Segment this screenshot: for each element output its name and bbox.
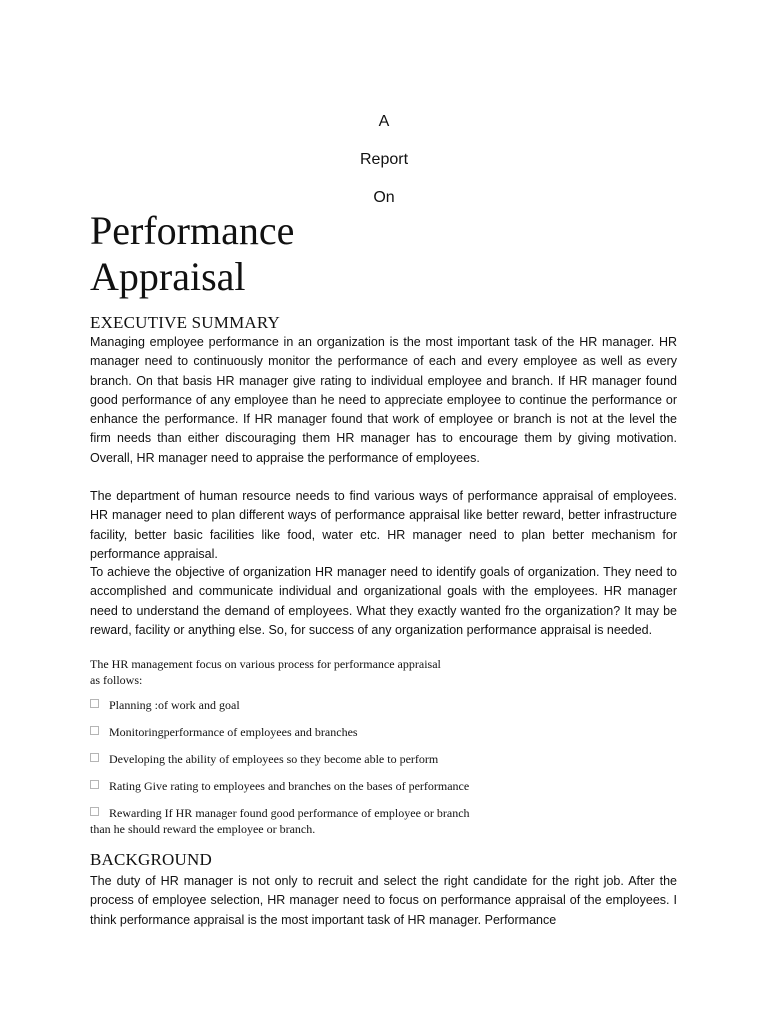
bullet-box-icon — [90, 807, 99, 816]
executive-summary-paragraph-3: To achieve the objective of organization HR manager need to identify goals of organization. They need to accomplished and communicate individual and organizational goals with the employees. HR manager need to understand the demand of employees. What they exactly wanted fro the organization? It may be reward, facility or anything else. So, for success of any organization performance appraisal is needed. — [90, 565, 677, 637]
executive-summary-paragraph-1: Managing employee performance in an organization is the most important task of the HR manager. HR manager need to continuously monitor the performance of each and every employee as well as every branch. On that basis HR manager give rating to individual employee and branch. If HR manager found good performance of any employee than he need to appreciate employee to continue the performance or enhance the performance. If HR manager found that work of employee or branch is not at the level the firm needs than either discouraging them HR manager has to encourage them by giving motivation. Overall, HR manager need to appraise the performance of employees. — [90, 335, 677, 465]
document-title-line1: Performance — [90, 208, 295, 253]
cover-line-a: A — [378, 113, 390, 130]
list-item — [90, 805, 470, 821]
list-item-text: Monitoringperformance of employees and branches — [109, 725, 358, 739]
list-item — [90, 778, 469, 794]
process-intro-line-1: The HR management focus on various process for performance appraisal — [90, 657, 441, 671]
executive-summary-paragraph-2: The department of human resource needs to find various ways of performance appraisal of employees. HR manager need to plan different ways of performance appraisal like better reward, better infrastructure facility, better basic facilities like food, water etc. HR manager need to plan better mechanism for performance appraisal. — [90, 489, 677, 561]
list-item — [90, 697, 240, 713]
bullet-box-icon — [90, 780, 99, 789]
executive-summary-heading: EXECUTIVE SUMMARY — [90, 313, 280, 332]
bullet-box-icon — [90, 699, 99, 708]
cover-line-report: Report — [359, 151, 409, 168]
process-intro-line-2: as follows: — [90, 673, 143, 687]
list-item — [90, 724, 358, 740]
cover-line-on: On — [373, 189, 395, 206]
list-item — [90, 751, 438, 767]
list-item-text: Planning :of work and goal — [109, 698, 240, 712]
list-item-text: Rating Give rating to employees and branches on the bases of performance — [109, 779, 470, 793]
document-title-line2: Appraisal — [90, 254, 246, 299]
list-item-text: Developing the ability of employees so they become able to perform — [109, 752, 439, 766]
bullet-box-icon — [90, 753, 99, 762]
bullet-box-icon — [90, 726, 99, 735]
background-heading: BACKGROUND — [90, 850, 212, 869]
background-paragraph: The duty of HR manager is not only to recruit and select the right candidate for the right job. After the process of employee selection, HR manager need to focus on performance appraisal of the employees. I think performance appraisal is the most important task of HR manager. Performance — [90, 874, 677, 927]
list-item-text: Rewarding If HR manager found good performance of employee or branch — [109, 806, 470, 820]
bullet-continuation: than he should reward the employee or branch. — [90, 822, 316, 836]
